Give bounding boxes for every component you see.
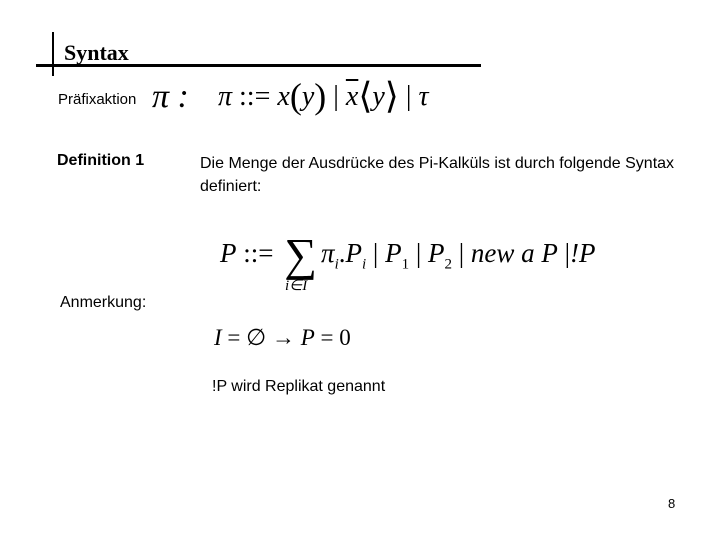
prefix-open-angle: ⟨	[358, 76, 373, 116]
prefix-close-angle: ⟩	[384, 76, 399, 116]
prefix-action-label: Präfixaktion	[58, 91, 137, 108]
definition-text: Die Menge der Ausdrücke des Pi-Kalküls ist durch folgende Syntax definiert:	[200, 155, 675, 195]
prefix-action-formula	[218, 78, 428, 114]
note-zero: 0	[339, 325, 351, 350]
note-label: Anmerkung:	[60, 294, 147, 311]
syntax-def-symbol: ::=	[243, 238, 274, 268]
prefix-input-name: y	[301, 81, 315, 112]
slide-title: Syntax	[64, 40, 129, 65]
note-equals-2: =	[320, 325, 334, 350]
syntax-new-restriction: new a P	[470, 238, 558, 268]
syntax-pi-index: i	[334, 256, 339, 273]
note-index-set: I	[214, 325, 222, 350]
syntax-formula	[220, 228, 596, 281]
prefix-input-channel: x	[277, 81, 290, 112]
prefix-pi-symbol: π :	[152, 78, 189, 115]
syntax-p2-index: 2	[444, 256, 452, 273]
note-empty-set: ∅	[246, 325, 267, 350]
syntax-p2: P	[427, 238, 445, 268]
syntax-separator-4: |	[564, 238, 571, 268]
syntax-p-index: i	[361, 256, 367, 273]
definition-label: Definition 1	[57, 152, 145, 169]
syntax-p1-index: 1	[401, 256, 410, 273]
prefix-output-channel: $\overline{x}$	[345, 81, 359, 112]
note-formula	[214, 325, 351, 351]
sum-subscript: i∈I	[285, 278, 308, 294]
syntax-separator-2: |	[415, 238, 422, 268]
prefix-def-symbol: ::=	[239, 81, 271, 112]
prefix-output-name: y	[372, 81, 385, 112]
page-number: 8	[668, 496, 676, 511]
prefix-separator-2: |	[405, 81, 412, 112]
note-equals-1: =	[227, 325, 241, 350]
note-arrow: →	[271, 325, 295, 350]
note-text: !P wird Replikat genannt	[212, 378, 386, 395]
prefix-separator-1: |	[333, 81, 339, 112]
prefix-close-paren: )	[314, 76, 327, 116]
note-process: P	[300, 325, 315, 350]
syntax-dot: .	[338, 238, 346, 268]
prefix-tau: τ	[418, 81, 429, 112]
syntax-separator-1: |	[372, 238, 379, 268]
syntax-pi: π	[321, 238, 335, 268]
syntax-separator-3: |	[458, 238, 465, 268]
sum-symbol: ∑	[284, 229, 318, 280]
syntax-p-indexed: P	[345, 238, 362, 268]
prefix-lhs-pi: π	[218, 81, 233, 112]
title-vertical-rule	[52, 32, 54, 76]
prefix-open-paren: (	[289, 76, 302, 116]
syntax-p1: P	[385, 238, 402, 268]
syntax-lhs: P	[220, 238, 237, 268]
syntax-replication: !P	[570, 238, 596, 268]
